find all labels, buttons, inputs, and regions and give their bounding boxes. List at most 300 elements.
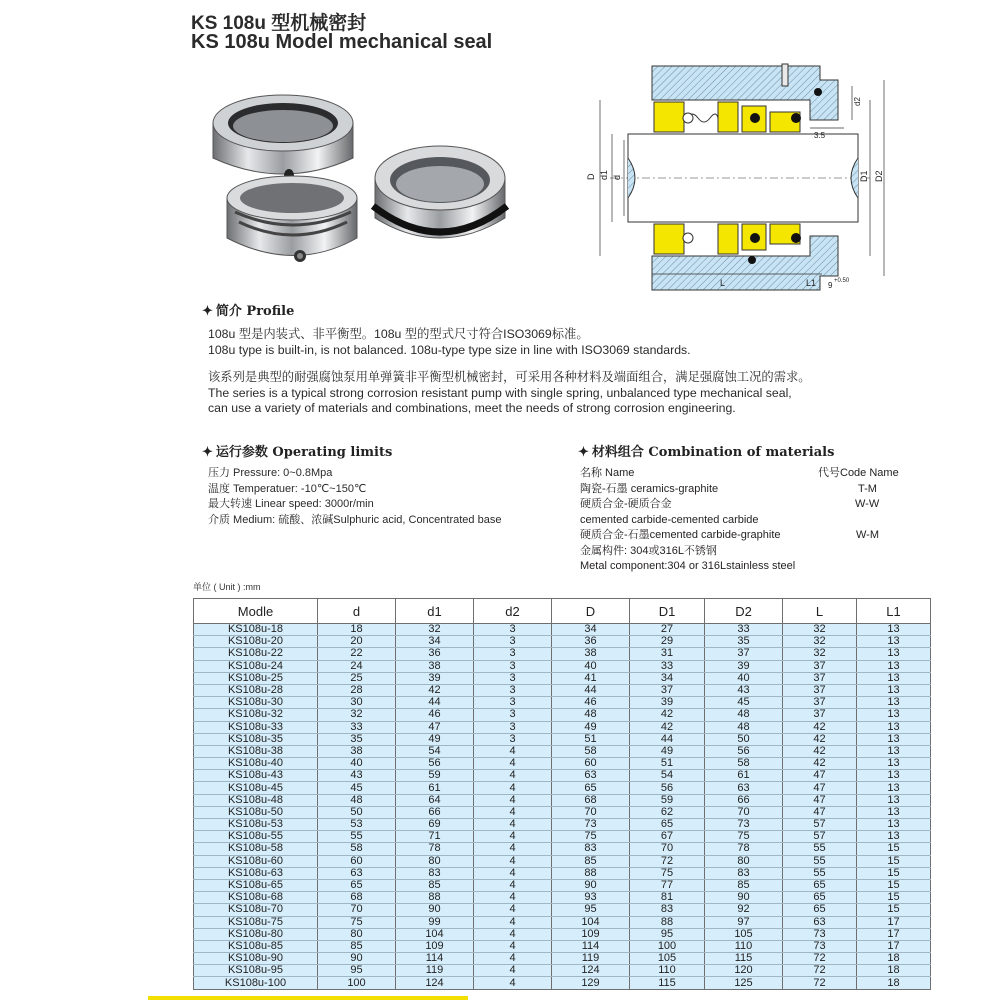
compass-icon: ✦ <box>578 445 589 460</box>
table-cell: 88 <box>396 892 474 904</box>
material-code: W-M <box>856 529 880 541</box>
table-row <box>194 855 931 867</box>
label-3-5: 3.5 <box>814 131 826 140</box>
table-cell: KS108u-28 <box>194 684 318 696</box>
table-cell: KS108u-65 <box>194 879 318 891</box>
table-cell: 18 <box>857 977 931 989</box>
table-cell: 3 <box>474 648 552 660</box>
table-cell: KS108u-40 <box>194 758 318 770</box>
table-cell: 124 <box>396 977 474 989</box>
table-cell: 115 <box>630 977 705 989</box>
table-cell: 37 <box>783 684 857 696</box>
table-cell: KS108u-18 <box>194 624 318 636</box>
table-cell: 20 <box>318 636 396 648</box>
table-row <box>194 721 931 733</box>
table-cell: 43 <box>705 684 783 696</box>
table-cell: 4 <box>474 916 552 928</box>
table-cell: 44 <box>396 697 474 709</box>
table-row <box>194 867 931 879</box>
stationary-seat-ring <box>373 146 507 238</box>
table-cell: 4 <box>474 758 552 770</box>
table-cell: 58 <box>318 843 396 855</box>
label-tolerance: +0.50 <box>834 278 850 284</box>
profile-line2-en-b: can use a variety of materials and combinations, meet the needs of strong corrosion engineering. <box>208 401 736 415</box>
table-cell: 22 <box>318 648 396 660</box>
table-cell: 56 <box>705 745 783 757</box>
table-cell: 17 <box>857 928 931 940</box>
table-cell: 48 <box>705 721 783 733</box>
table-cell: 90 <box>318 953 396 965</box>
table-cell: 77 <box>630 879 705 891</box>
table-cell: 85 <box>552 855 630 867</box>
table-cell: 13 <box>857 624 931 636</box>
table-cell: 33 <box>318 721 396 733</box>
table-cell: 85 <box>318 940 396 952</box>
table-cell: KS108u-24 <box>194 660 318 672</box>
table-cell: 67 <box>630 831 705 843</box>
col-header-D: D <box>552 599 630 624</box>
table-cell: 50 <box>705 733 783 745</box>
table-cell: 13 <box>857 684 931 696</box>
table-cell: 66 <box>705 794 783 806</box>
spring-assembly <box>227 176 357 262</box>
table-cell: 4 <box>474 977 552 989</box>
table-cell: 63 <box>705 782 783 794</box>
table-cell: 38 <box>552 648 630 660</box>
table-cell: 39 <box>705 660 783 672</box>
table-cell: 32 <box>396 624 474 636</box>
table-cell: 51 <box>552 733 630 745</box>
table-cell: 31 <box>630 648 705 660</box>
operating-line: 介质 Medium: 硫酸、浓碱Sulphuric acid, Concentrated base <box>208 513 502 526</box>
table-cell: 13 <box>857 721 931 733</box>
table-cell: 18 <box>318 624 396 636</box>
table-cell: 40 <box>318 758 396 770</box>
table-cell: 4 <box>474 855 552 867</box>
table-cell: 53 <box>318 819 396 831</box>
table-row <box>194 831 931 843</box>
table-cell: 63 <box>783 916 857 928</box>
material-name: Metal component:304 or 316Lstainless steel <box>580 560 796 572</box>
operating-heading: ✦ 运行参数 Operating limits <box>202 445 393 460</box>
table-cell: 28 <box>318 684 396 696</box>
table-cell: 33 <box>630 660 705 672</box>
table-cell: 95 <box>630 928 705 940</box>
table-cell: 60 <box>552 758 630 770</box>
table-cell: 93 <box>552 892 630 904</box>
table-cell: 73 <box>552 819 630 831</box>
table-cell: 4 <box>474 965 552 977</box>
table-cell: 104 <box>396 928 474 940</box>
table-cell: 4 <box>474 806 552 818</box>
table-cell: 43 <box>318 770 396 782</box>
table-cell: 4 <box>474 782 552 794</box>
col-header-d: d <box>318 599 396 624</box>
table-cell: 65 <box>783 892 857 904</box>
table-row <box>194 709 931 721</box>
table-cell: KS108u-95 <box>194 965 318 977</box>
table-cell: KS108u-48 <box>194 794 318 806</box>
table-cell: 32 <box>783 648 857 660</box>
table-cell: 66 <box>396 806 474 818</box>
table-cell: 110 <box>630 965 705 977</box>
table-row <box>194 684 931 696</box>
table-cell: KS108u-53 <box>194 819 318 831</box>
table-row <box>194 843 931 855</box>
table-row <box>194 770 931 782</box>
table-cell: 104 <box>552 916 630 928</box>
table-cell: 4 <box>474 745 552 757</box>
table-cell: KS108u-25 <box>194 672 318 684</box>
table-cell: 56 <box>396 758 474 770</box>
table-cell: 3 <box>474 660 552 672</box>
table-cell: 13 <box>857 794 931 806</box>
table-cell: KS108u-32 <box>194 709 318 721</box>
table-cell: 95 <box>552 904 630 916</box>
table-row <box>194 953 931 965</box>
profile-line1-cn: 108u 型是内装式、非平衡型。108u 型的型式尺寸符合ISO3069标准。 <box>208 327 589 341</box>
table-cell: 32 <box>783 624 857 636</box>
table-cell: 73 <box>705 819 783 831</box>
table-cell: KS108u-38 <box>194 745 318 757</box>
table-cell: 13 <box>857 660 931 672</box>
table-cell: 61 <box>705 770 783 782</box>
table-row <box>194 940 931 952</box>
table-cell: 42 <box>783 733 857 745</box>
table-cell: 13 <box>857 806 931 818</box>
operating-list <box>208 466 501 528</box>
table-cell: 109 <box>552 928 630 940</box>
table-cell: 4 <box>474 843 552 855</box>
table-cell: 27 <box>630 624 705 636</box>
table-cell: 69 <box>396 819 474 831</box>
table-cell: KS108u-55 <box>194 831 318 843</box>
table-cell: 13 <box>857 819 931 831</box>
table-cell: 51 <box>630 758 705 770</box>
col-header-modle: Modle <box>194 599 318 624</box>
label-D1: D1 <box>859 170 869 182</box>
table-cell: 90 <box>705 892 783 904</box>
table-cell: 42 <box>396 684 474 696</box>
table-cell: 54 <box>396 745 474 757</box>
table-cell: KS108u-58 <box>194 843 318 855</box>
table-cell: KS108u-85 <box>194 940 318 952</box>
table-cell: 68 <box>318 892 396 904</box>
table-cell: 75 <box>630 867 705 879</box>
table-cell: 75 <box>705 831 783 843</box>
cross-section-drawing <box>570 62 890 294</box>
col-header-d1: d1 <box>396 599 474 624</box>
table-cell: 124 <box>552 965 630 977</box>
table-cell: 18 <box>857 965 931 977</box>
profile-line2-en-a: The series is a typical strong corrosion resistant pump with single spring, unbalanced type mechanical seal, <box>208 386 792 400</box>
table-cell: 3 <box>474 672 552 684</box>
table-cell: 88 <box>630 916 705 928</box>
label-d2: d2 <box>853 97 862 106</box>
table-cell: 59 <box>396 770 474 782</box>
table-cell: 13 <box>857 782 931 794</box>
table-cell: 83 <box>552 843 630 855</box>
table-cell: 88 <box>552 867 630 879</box>
table-cell: 4 <box>474 819 552 831</box>
table-cell: 65 <box>783 879 857 891</box>
footer-accent-bar <box>148 996 468 1000</box>
table-cell: 85 <box>396 879 474 891</box>
table-cell: 95 <box>318 965 396 977</box>
table-cell: 83 <box>630 904 705 916</box>
table-cell: 72 <box>783 953 857 965</box>
table-cell: 37 <box>783 672 857 684</box>
material-name: 硬质合金-硬质合金 <box>580 498 672 510</box>
operating-line: 最大转速 Linear speed: 3000r/min <box>208 498 374 510</box>
col-header-L: L <box>783 599 857 624</box>
table-cell: 15 <box>857 843 931 855</box>
table-cell: 4 <box>474 940 552 952</box>
table-cell: 37 <box>630 684 705 696</box>
table-cell: 63 <box>318 867 396 879</box>
table-cell: 110 <box>705 940 783 952</box>
table-cell: 13 <box>857 672 931 684</box>
table-cell: 70 <box>630 843 705 855</box>
table-cell: 47 <box>783 794 857 806</box>
table-cell: 55 <box>783 855 857 867</box>
table-cell: 13 <box>857 831 931 843</box>
table-cell: 4 <box>474 867 552 879</box>
table-cell: 3 <box>474 697 552 709</box>
unit-label: 单位 ( Unit ) :mm <box>193 582 261 592</box>
table-cell: 65 <box>630 819 705 831</box>
table-cell: 45 <box>705 697 783 709</box>
table-cell: 42 <box>783 745 857 757</box>
table-cell: 105 <box>705 928 783 940</box>
table-cell: 3 <box>474 624 552 636</box>
table-row <box>194 879 931 891</box>
table-cell: 24 <box>318 660 396 672</box>
table-cell: KS108u-63 <box>194 867 318 879</box>
table-cell: 33 <box>705 624 783 636</box>
table-cell: 4 <box>474 904 552 916</box>
table-cell: KS108u-75 <box>194 916 318 928</box>
table-cell: 30 <box>318 697 396 709</box>
table-cell: 3 <box>474 684 552 696</box>
table-row <box>194 928 931 940</box>
materials-heading: ✦ 材料组合 Combination of materials <box>578 445 835 460</box>
table-header-row <box>194 599 931 624</box>
table-cell: KS108u-20 <box>194 636 318 648</box>
table-cell: 37 <box>705 648 783 660</box>
table-cell: 72 <box>783 965 857 977</box>
table-cell: KS108u-90 <box>194 953 318 965</box>
table-row <box>194 965 931 977</box>
table-cell: 97 <box>705 916 783 928</box>
table-cell: 17 <box>857 916 931 928</box>
table-cell: 45 <box>318 782 396 794</box>
table-cell: 54 <box>630 770 705 782</box>
table-cell: 56 <box>630 782 705 794</box>
table-cell: 80 <box>396 855 474 867</box>
table-cell: 48 <box>552 709 630 721</box>
table-cell: 48 <box>705 709 783 721</box>
spec-table <box>193 598 931 990</box>
table-row <box>194 636 931 648</box>
table-cell: 48 <box>318 794 396 806</box>
table-cell: KS108u-45 <box>194 782 318 794</box>
table-cell: 29 <box>630 636 705 648</box>
table-cell: 13 <box>857 733 931 745</box>
table-row <box>194 660 931 672</box>
table-cell: 13 <box>857 770 931 782</box>
table-cell: KS108u-80 <box>194 928 318 940</box>
table-cell: 119 <box>396 965 474 977</box>
table-cell: 63 <box>552 770 630 782</box>
table-cell: 109 <box>396 940 474 952</box>
label-D: D <box>586 173 596 180</box>
material-name: 陶瓷-石墨 ceramics-graphite <box>580 482 719 495</box>
label-gap: 9 <box>828 281 833 290</box>
table-cell: 3 <box>474 636 552 648</box>
table-cell: 71 <box>396 831 474 843</box>
table-cell: 44 <box>552 684 630 696</box>
label-d: d <box>612 174 622 180</box>
table-cell: 75 <box>318 916 396 928</box>
table-cell: 100 <box>630 940 705 952</box>
table-row <box>194 794 931 806</box>
table-cell: 36 <box>552 636 630 648</box>
table-cell: KS108u-33 <box>194 721 318 733</box>
table-row <box>194 916 931 928</box>
table-row <box>194 806 931 818</box>
table-cell: 40 <box>552 660 630 672</box>
table-cell: 4 <box>474 770 552 782</box>
col-header-D2: D2 <box>705 599 783 624</box>
compass-icon: ✦ <box>202 304 213 319</box>
table-row <box>194 819 931 831</box>
table-row <box>194 733 931 745</box>
table-cell: 38 <box>396 660 474 672</box>
table-row <box>194 672 931 684</box>
table-cell: 40 <box>705 672 783 684</box>
table-cell: 70 <box>318 904 396 916</box>
table-cell: 55 <box>783 867 857 879</box>
table-cell: 3 <box>474 733 552 745</box>
table-cell: 34 <box>630 672 705 684</box>
table-cell: 70 <box>705 806 783 818</box>
table-cell: 32 <box>318 709 396 721</box>
table-cell: 64 <box>396 794 474 806</box>
compass-icon: ✦ <box>202 445 213 460</box>
table-cell: 80 <box>318 928 396 940</box>
table-cell: 35 <box>705 636 783 648</box>
table-cell: 73 <box>783 928 857 940</box>
materials-col-name: 名称 Name <box>580 467 635 479</box>
operating-line: 压力 Pressure: 0~0.8Mpa <box>208 467 333 479</box>
table-cell: 49 <box>630 745 705 757</box>
table-cell: 4 <box>474 928 552 940</box>
table-cell: 15 <box>857 892 931 904</box>
label-d1: d1 <box>599 169 609 180</box>
table-cell: 15 <box>857 879 931 891</box>
table-cell: 70 <box>552 806 630 818</box>
profile-line1-en: 108u type is built-in, is not balanced. 108u-type type size in line with ISO3069 standards. <box>208 343 691 357</box>
table-cell: 3 <box>474 709 552 721</box>
table-cell: 42 <box>783 758 857 770</box>
table-cell: 42 <box>630 721 705 733</box>
table-row <box>194 624 931 636</box>
table-cell: KS108u-22 <box>194 648 318 660</box>
table-row <box>194 892 931 904</box>
table-cell: 125 <box>705 977 783 989</box>
product-photo <box>205 88 530 288</box>
material-name: cemented carbide-cemented carbide <box>580 513 759 526</box>
operating-line: 温度 Temperatuer: -10℃~150℃ <box>208 482 367 495</box>
table-cell: 120 <box>705 965 783 977</box>
table-cell: 72 <box>630 855 705 867</box>
page-title-cn: KS 108u 型机械密封 <box>191 13 367 34</box>
table-cell: 39 <box>630 697 705 709</box>
table-cell: 92 <box>705 904 783 916</box>
table-cell: 15 <box>857 904 931 916</box>
table-cell: 49 <box>552 721 630 733</box>
table-cell: 105 <box>630 953 705 965</box>
table-cell: 39 <box>396 672 474 684</box>
table-cell: 78 <box>705 843 783 855</box>
table-cell: 65 <box>783 904 857 916</box>
table-cell: 119 <box>552 953 630 965</box>
material-code: T-M <box>858 482 877 495</box>
table-cell: 49 <box>396 733 474 745</box>
table-cell: 85 <box>705 879 783 891</box>
table-cell: 99 <box>396 916 474 928</box>
col-header-d2: d2 <box>474 599 552 624</box>
material-name: 硬质合金-石墨cemented carbide-graphite <box>580 529 781 541</box>
table-cell: 15 <box>857 867 931 879</box>
table-cell: KS108u-68 <box>194 892 318 904</box>
material-code: W-W <box>855 498 880 510</box>
label-L: L <box>720 278 726 288</box>
materials-list <box>580 466 910 575</box>
table-cell: KS108u-43 <box>194 770 318 782</box>
table-cell: 50 <box>318 806 396 818</box>
table-cell: 4 <box>474 831 552 843</box>
table-cell: 115 <box>705 953 783 965</box>
table-cell: 13 <box>857 636 931 648</box>
table-cell: 47 <box>396 721 474 733</box>
table-cell: 57 <box>783 819 857 831</box>
table-cell: 58 <box>552 745 630 757</box>
table-cell: KS108u-70 <box>194 904 318 916</box>
table-cell: 13 <box>857 648 931 660</box>
table-cell: KS108u-60 <box>194 855 318 867</box>
table-cell: 34 <box>396 636 474 648</box>
table-cell: 13 <box>857 745 931 757</box>
table-cell: 65 <box>318 879 396 891</box>
table-cell: 37 <box>783 660 857 672</box>
table-cell: KS108u-30 <box>194 697 318 709</box>
profile-heading: ✦ 简介 Profile <box>202 304 295 319</box>
table-cell: 83 <box>705 867 783 879</box>
col-header-D1: D1 <box>630 599 705 624</box>
seal-head-ring <box>213 95 353 183</box>
table-cell: 4 <box>474 794 552 806</box>
table-cell: 41 <box>552 672 630 684</box>
table-cell: 62 <box>630 806 705 818</box>
table-cell: KS108u-35 <box>194 733 318 745</box>
table-cell: 38 <box>318 745 396 757</box>
table-cell: 90 <box>396 904 474 916</box>
table-cell: 4 <box>474 879 552 891</box>
table-cell: 55 <box>318 831 396 843</box>
table-cell: 81 <box>630 892 705 904</box>
